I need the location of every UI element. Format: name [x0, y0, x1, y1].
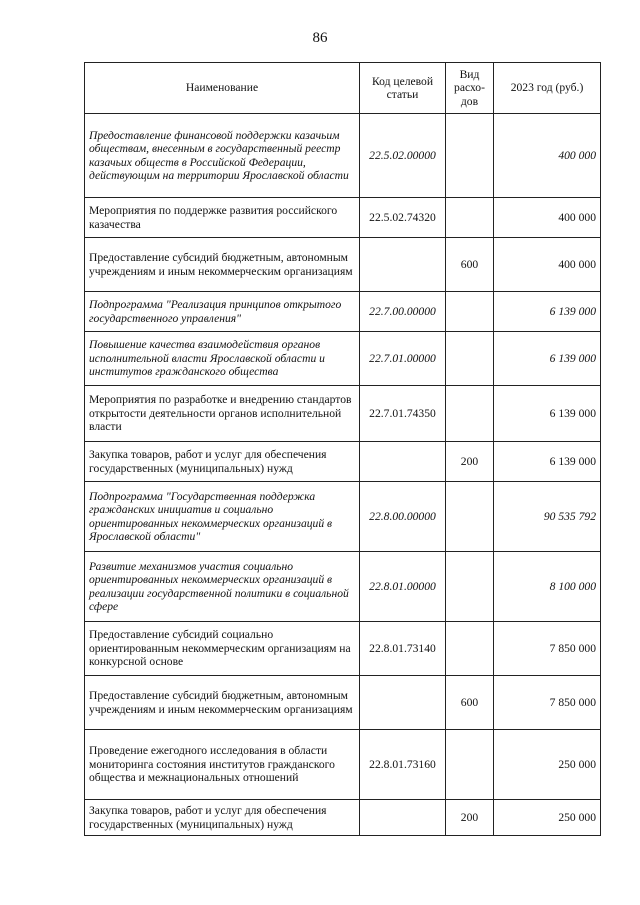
row-amount-cell: 250 000 [494, 800, 601, 836]
table-row [85, 800, 601, 836]
row-amount-cell: 6 139 000 [494, 332, 601, 386]
row-code-cell: 22.7.01.74350 [360, 386, 446, 442]
table-row [85, 332, 601, 386]
table-row [85, 114, 601, 198]
row-code-cell [360, 800, 446, 836]
row-code-cell: 22.7.00.00000 [360, 292, 446, 332]
page-number: 86 [312, 30, 328, 46]
row-type-cell [446, 386, 494, 442]
row-type-cell [446, 292, 494, 332]
header-amount: 2023 год (руб.) [494, 63, 601, 114]
row-name-cell: Подпрограмма "Реализация принципов открытого государственного управления" [85, 292, 360, 332]
row-amount-cell: 8 100 000 [494, 552, 601, 622]
row-type-cell: 600 [446, 238, 494, 292]
row-amount-cell: 250 000 [494, 730, 601, 800]
table-row [85, 730, 601, 800]
row-type-cell: 200 [446, 800, 494, 836]
row-name-cell: Подпрограмма "Государственная поддержка гражданских инициатив и социально ориентированных некоммерческих организаций в Ярославской области" [85, 482, 360, 552]
row-code-cell: 22.5.02.00000 [360, 114, 446, 198]
row-name-cell: Закупка товаров, работ и услуг для обеспечения государственных (муниципальных) нужд [85, 442, 360, 482]
header-type: Вид расхо-дов [446, 63, 494, 114]
row-amount-cell: 7 850 000 [494, 622, 601, 676]
row-code-cell: 22.8.01.73140 [360, 622, 446, 676]
row-type-cell [446, 198, 494, 238]
row-name-cell: Предоставление субсидий социально ориентированным некоммерческим организациям на конкурсной основе [85, 622, 360, 676]
row-code-cell: 22.7.01.00000 [360, 332, 446, 386]
row-code-cell [360, 238, 446, 292]
table-row [85, 676, 601, 730]
row-code-cell: 22.8.01.73160 [360, 730, 446, 800]
row-type-cell [446, 482, 494, 552]
row-code-cell [360, 676, 446, 730]
row-amount-cell: 6 139 000 [494, 442, 601, 482]
row-name-cell: Мероприятия по разработке и внедрению стандартов открытости деятельности органов исполнительной власти [85, 386, 360, 442]
header-code: Код целевой статьи [360, 63, 446, 114]
table-row [85, 552, 601, 622]
row-name-cell: Проведение ежегодного исследования в области мониторинга состояния институтов гражданского общества и межнациональных отношений [85, 730, 360, 800]
table-row [85, 238, 601, 292]
table-row [85, 442, 601, 482]
row-amount-cell: 6 139 000 [494, 386, 601, 442]
row-type-cell [446, 114, 494, 198]
row-type-cell: 600 [446, 676, 494, 730]
row-name-cell: Повышение качества взаимодействия органов исполнительной власти Ярославской области и институтов гражданского общества [85, 332, 360, 386]
row-type-cell [446, 730, 494, 800]
table-row [85, 622, 601, 676]
row-type-cell [446, 552, 494, 622]
header-name: Наименование [85, 63, 360, 114]
row-amount-cell: 7 850 000 [494, 676, 601, 730]
row-type-cell [446, 622, 494, 676]
table-row [85, 482, 601, 552]
row-amount-cell: 400 000 [494, 238, 601, 292]
row-type-cell: 200 [446, 442, 494, 482]
table-header-row [85, 63, 601, 114]
table-row [85, 386, 601, 442]
row-code-cell: 22.8.00.00000 [360, 482, 446, 552]
row-amount-cell: 400 000 [494, 198, 601, 238]
row-name-cell: Закупка товаров, работ и услуг для обеспечения государственных (муниципальных) нужд [85, 800, 360, 836]
row-amount-cell: 6 139 000 [494, 292, 601, 332]
row-code-cell [360, 442, 446, 482]
budget-table [84, 62, 601, 836]
table-row [85, 292, 601, 332]
row-name-cell: Развитие механизмов участия социально ориентированных некоммерческих организаций в реализации государственной политики в социальной сфере [85, 552, 360, 622]
table-row [85, 198, 601, 238]
row-amount-cell: 400 000 [494, 114, 601, 198]
row-code-cell: 22.8.01.00000 [360, 552, 446, 622]
row-code-cell: 22.5.02.74320 [360, 198, 446, 238]
row-type-cell [446, 332, 494, 386]
table-body [85, 114, 601, 836]
row-name-cell: Мероприятия по поддержке развития российского казачества [85, 198, 360, 238]
row-name-cell: Предоставление субсидий бюджетным, автономным учреждениям и иным некоммерческим организациям [85, 676, 360, 730]
row-name-cell: Предоставление финансовой поддержки казачьим обществам, внесенным в государственный реестр казачьих обществ в Российской Федерации, действующим на территории Ярославской области [85, 114, 360, 198]
row-name-cell: Предоставление субсидий бюджетным, автономным учреждениям и иным некоммерческим организациям [85, 238, 360, 292]
row-amount-cell: 90 535 792 [494, 482, 601, 552]
